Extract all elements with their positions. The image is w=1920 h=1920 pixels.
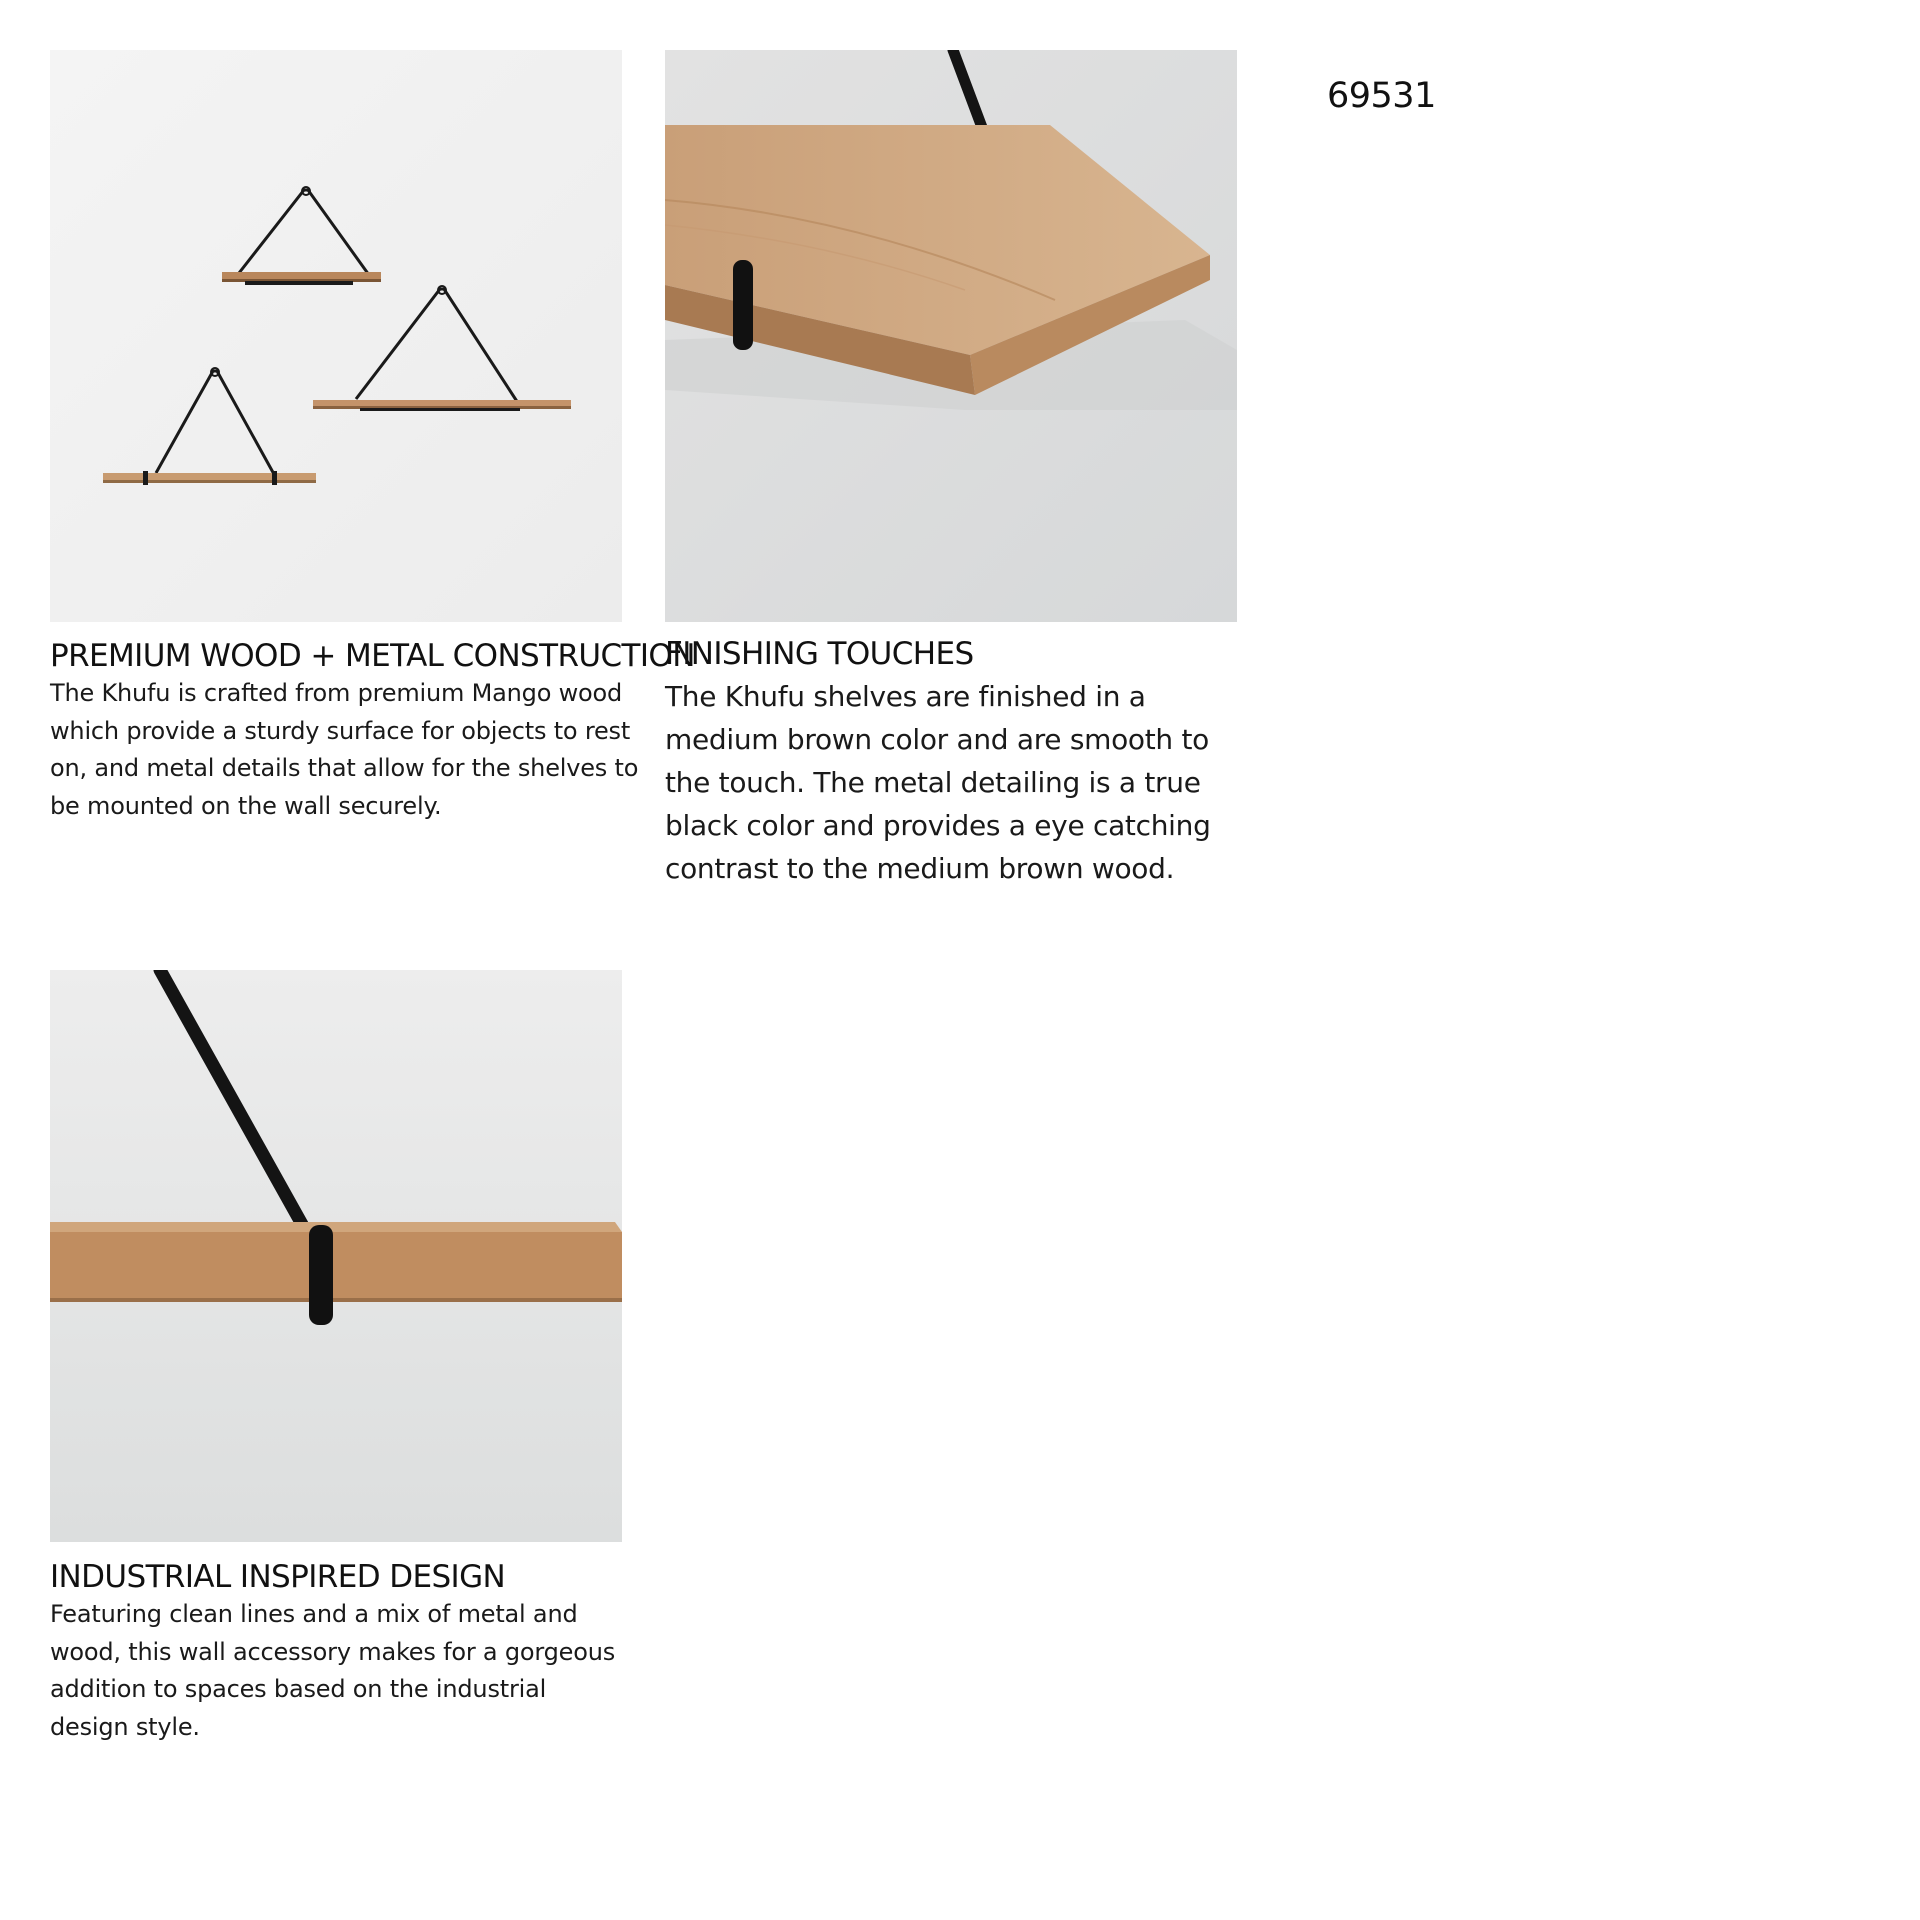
shelf-corner-closeup-photo bbox=[665, 50, 1237, 622]
section-body-design: Featuring clean lines and a mix of metal and wood, this wall accessory makes for a gorgeous addition to spaces based on the industrial design style. bbox=[50, 1600, 616, 1741]
shelf-bracket-closeup-photo bbox=[50, 970, 622, 1542]
section-body-construction: The Khufu is crafted from premium Mango wood which provide a sturdy surface for objects to rest on, and metal details that allow for the shelves to be mounted on the wall securely. bbox=[50, 679, 639, 820]
section-heading-design: INDUSTRIAL INSPIRED DESIGN bbox=[50, 1559, 506, 1595]
three-triangle-wall-shelves-photo bbox=[50, 50, 622, 622]
section-heading-construction: PREMIUM WOOD + METAL CONSTRUCTION bbox=[50, 638, 695, 674]
product-sku: 69531 bbox=[1327, 76, 1436, 116]
section-heading-finishing: FINISHING TOUCHES bbox=[665, 636, 974, 672]
section-body-finishing: The Khufu shelves are finished in a medium brown color and are smooth to the touch. The metal detailing is a true black color and provides a eye catching contrast to the medium brown wood. bbox=[665, 680, 1211, 885]
